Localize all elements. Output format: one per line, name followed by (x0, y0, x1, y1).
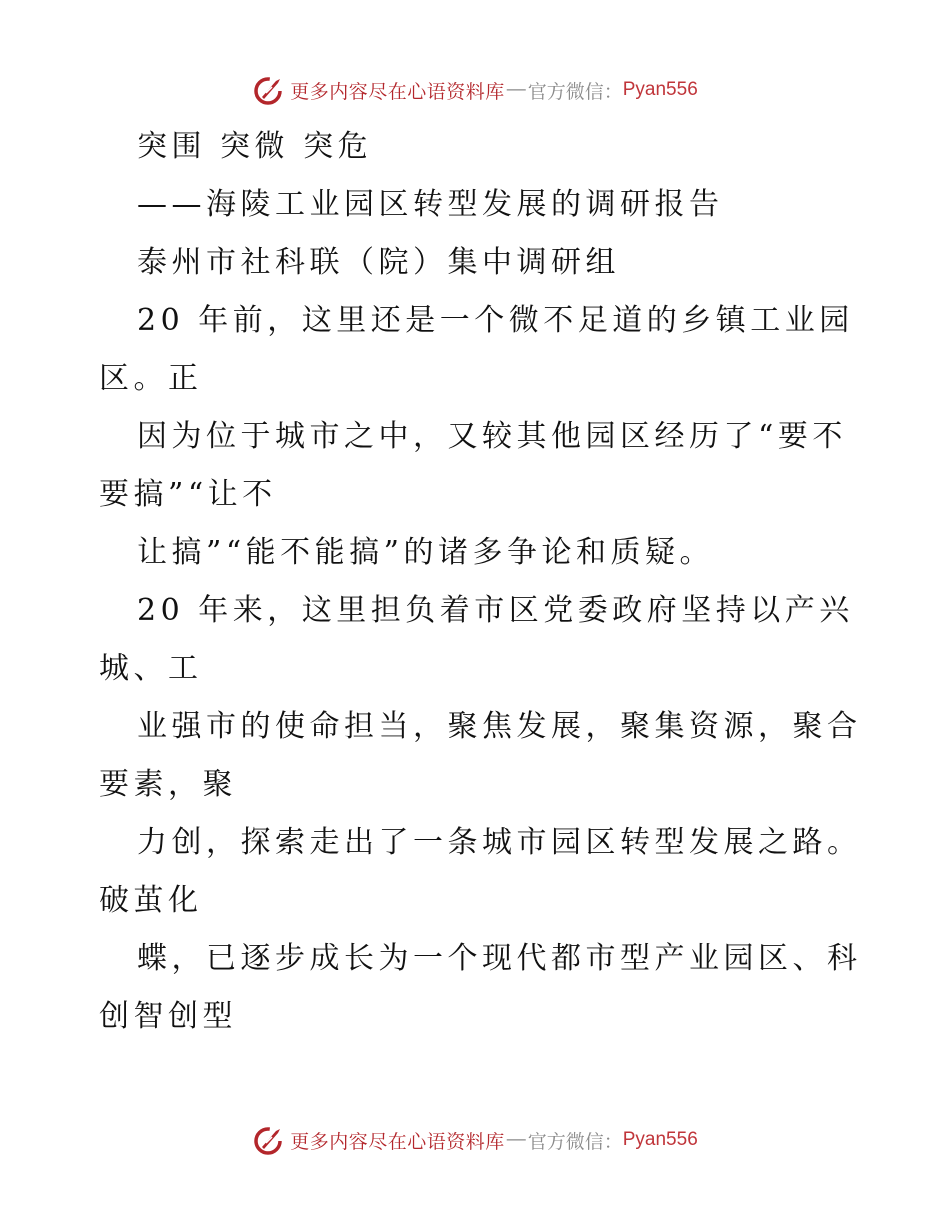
paragraph-line: 破茧化 (99, 883, 203, 918)
paragraph-line: 让搞”“能不能搞”的诸多争论和质疑。 (137, 535, 715, 570)
subtitle-line: ——海陵工业园区转型发展的调研报告 (137, 187, 724, 222)
quill-logo-icon (252, 1123, 286, 1157)
watermark-brand: 更多内容尽在心语资料库 (290, 1130, 505, 1153)
paragraph-line: 要素，聚 (99, 767, 237, 802)
paragraph-line: 要搞”“让不 (99, 477, 277, 512)
watermark-brand: 更多内容尽在心语资料库 (290, 80, 505, 103)
paragraph-line: 创智创型 (99, 999, 237, 1034)
author-line: 泰州市社科联（院）集中调研组 (137, 245, 620, 280)
paragraph-line: 力创，探索走出了一条城市园区转型发展之路。 (137, 825, 862, 860)
paragraph-line: 因为位于城市之中，又较其他园区经历了“要不 (137, 419, 847, 454)
watermark-dash: — (506, 79, 526, 100)
paragraph-line: 业强市的使命担当，聚焦发展，聚集资源，聚合 (137, 709, 862, 744)
paragraph-line: 20 年前，这里还是一个微不足道的乡镇工业园 (137, 303, 854, 338)
watermark-dash: — (506, 1129, 526, 1150)
watermark-wechat-id: Pyan556 (622, 79, 698, 100)
watermark-label: 官方微信： (527, 80, 623, 103)
footer-watermark (0, 1120, 950, 1160)
quill-logo-icon (252, 73, 286, 107)
paragraph-line: 20 年来，这里担负着市区党委政府坚持以产兴 (137, 593, 854, 628)
paragraph-line: 城、工 (99, 651, 203, 686)
paragraph-line: 蝶，已逐步成长为一个现代都市型产业园区、科 (137, 941, 862, 976)
watermark-label: 官方微信： (527, 1130, 623, 1153)
paragraph-line: 区。正 (99, 361, 203, 396)
watermark-wechat-id: Pyan556 (622, 1129, 698, 1150)
title-line: 突围 突微 突危 (137, 129, 373, 164)
header-watermark (0, 70, 950, 110)
